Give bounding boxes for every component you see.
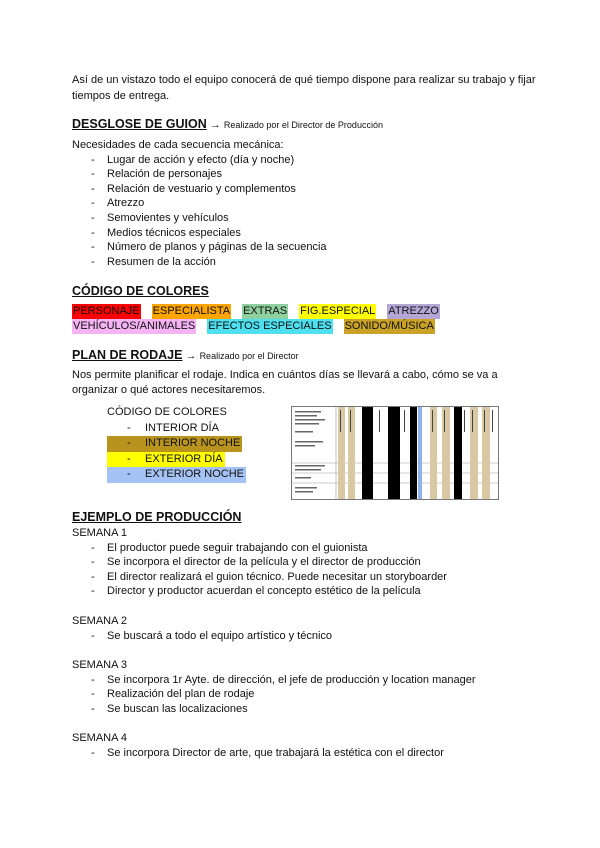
shooting-schedule-image (291, 406, 499, 500)
intro-paragraph: Así de un vistazo todo el equipo conocerá de qué tiempo dispone para realizar su trabajo y fijar tiempos de entrega. (72, 74, 536, 102)
desglose-arrow: → (209, 119, 221, 131)
ejemplo-heading (72, 510, 241, 526)
list-item: - Atrezzo (72, 196, 327, 211)
list-item: - Realización del plan de rodaje (72, 687, 476, 702)
desglose-heading (72, 117, 383, 133)
legend-row: - INTERIOR NOCHE (107, 436, 246, 452)
legend-exterior-noche: EXTERIOR NOCHE (145, 467, 246, 483)
legend-exterior-dia: EXTERIOR DÍA (145, 452, 225, 468)
tag-fig-especial: FIG.ESPECIAL (300, 305, 376, 317)
semana-3 (72, 658, 476, 716)
week-list (72, 541, 447, 599)
desglose-subtitle: Realizado por el Director de Producción (223, 120, 383, 130)
list-item: - Relación de vestuario y complementos (72, 182, 327, 197)
list-item: - El productor puede seguir trabajando con el guionista (72, 541, 447, 556)
tag-extras: EXTRAS (243, 305, 288, 317)
codigo-title: CÓDIGO DE COLORES (72, 284, 209, 298)
list-item: - Se buscará a todo el equipo artístico y técnico (72, 629, 332, 644)
codigo-heading (72, 284, 209, 300)
list-item: - Se incorpora Director de arte, que trabajará la estética con el director (72, 746, 444, 761)
desglose-section (72, 138, 327, 269)
list-item: - Semovientes y vehículos (72, 211, 327, 226)
tag-atrezzo: ATREZZO (388, 305, 439, 317)
legend-interior-dia: INTERIOR DÍA (145, 421, 219, 434)
plan-heading (72, 348, 299, 364)
list-item: - Se buscan las localizaciones (72, 702, 476, 717)
schedule-graphic (292, 407, 498, 499)
plan-legend (107, 405, 246, 483)
list-item: - Resumen de la acción (72, 255, 327, 270)
week-label: SEMANA 3 (72, 659, 128, 671)
color-code-row-1 (72, 304, 451, 319)
plan-title: PLAN DE RODAJE (72, 348, 183, 362)
list-item: - Se incorpora el director de la película y el director de producción (72, 555, 447, 570)
list-item: - Se incorpora 1r Ayte. de dirección, el jefe de producción y location manager (72, 673, 476, 688)
list-item: - Medios técnicos especiales (72, 226, 327, 241)
legend-title: CÓDIGO DE COLORES (107, 406, 227, 418)
tag-especialista: ESPECIALISTA (152, 305, 231, 317)
tag-sonido-musica: SONIDO/MÚSICA (344, 320, 434, 332)
plan-arrow: → (185, 350, 197, 362)
desglose-lead: Necesidades de cada secuencia mecánica: (72, 139, 284, 151)
week-label: SEMANA 2 (72, 615, 128, 627)
tag-efectos-especiales: EFECTOS ESPECIALES (208, 320, 332, 332)
legend-row: - EXTERIOR NOCHE (107, 467, 246, 483)
week-label: SEMANA 4 (72, 732, 128, 744)
desglose-list (72, 153, 327, 270)
plan-text: Nos permite planificar el rodaje. Indica en cuántos días se llevará a cabo, cómo se va a organizar o qué actores necesitaremos. (72, 369, 498, 396)
color-code-row-2 (72, 319, 446, 334)
legend-interior-noche: INTERIOR NOCHE (145, 436, 242, 452)
ejemplo-title: EJEMPLO DE PRODUCCIÓN (72, 510, 242, 524)
list-item: - Número de planos y páginas de la secuencia (72, 240, 327, 255)
legend-row: - INTERIOR DÍA (107, 421, 246, 437)
week-list (72, 629, 332, 644)
list-item: - Relación de personajes (72, 167, 327, 182)
week-list (72, 746, 444, 761)
week-label: SEMANA 1 (72, 527, 128, 539)
legend-row: - EXTERIOR DÍA (107, 452, 246, 468)
semana-4 (72, 731, 444, 760)
semana-2 (72, 614, 332, 643)
semana-1 (72, 526, 447, 599)
plan-subtitle: Realizado por el Director (199, 351, 299, 361)
desglose-title: DESGLOSE DE GUION (72, 117, 207, 131)
list-item: - Lugar de acción y efecto (día y noche) (72, 153, 327, 168)
list-item: - El director realizará el guion técnico. Puede necesitar un storyboarder (72, 570, 447, 585)
list-item: - Director y productor acuerdan el concepto estético de la película (72, 584, 447, 599)
tag-personaje: PERSONAJE (73, 305, 140, 317)
tag-vehiculos-animales: VEHÍCULOS/ANIMALES (73, 320, 196, 332)
week-list (72, 673, 476, 717)
